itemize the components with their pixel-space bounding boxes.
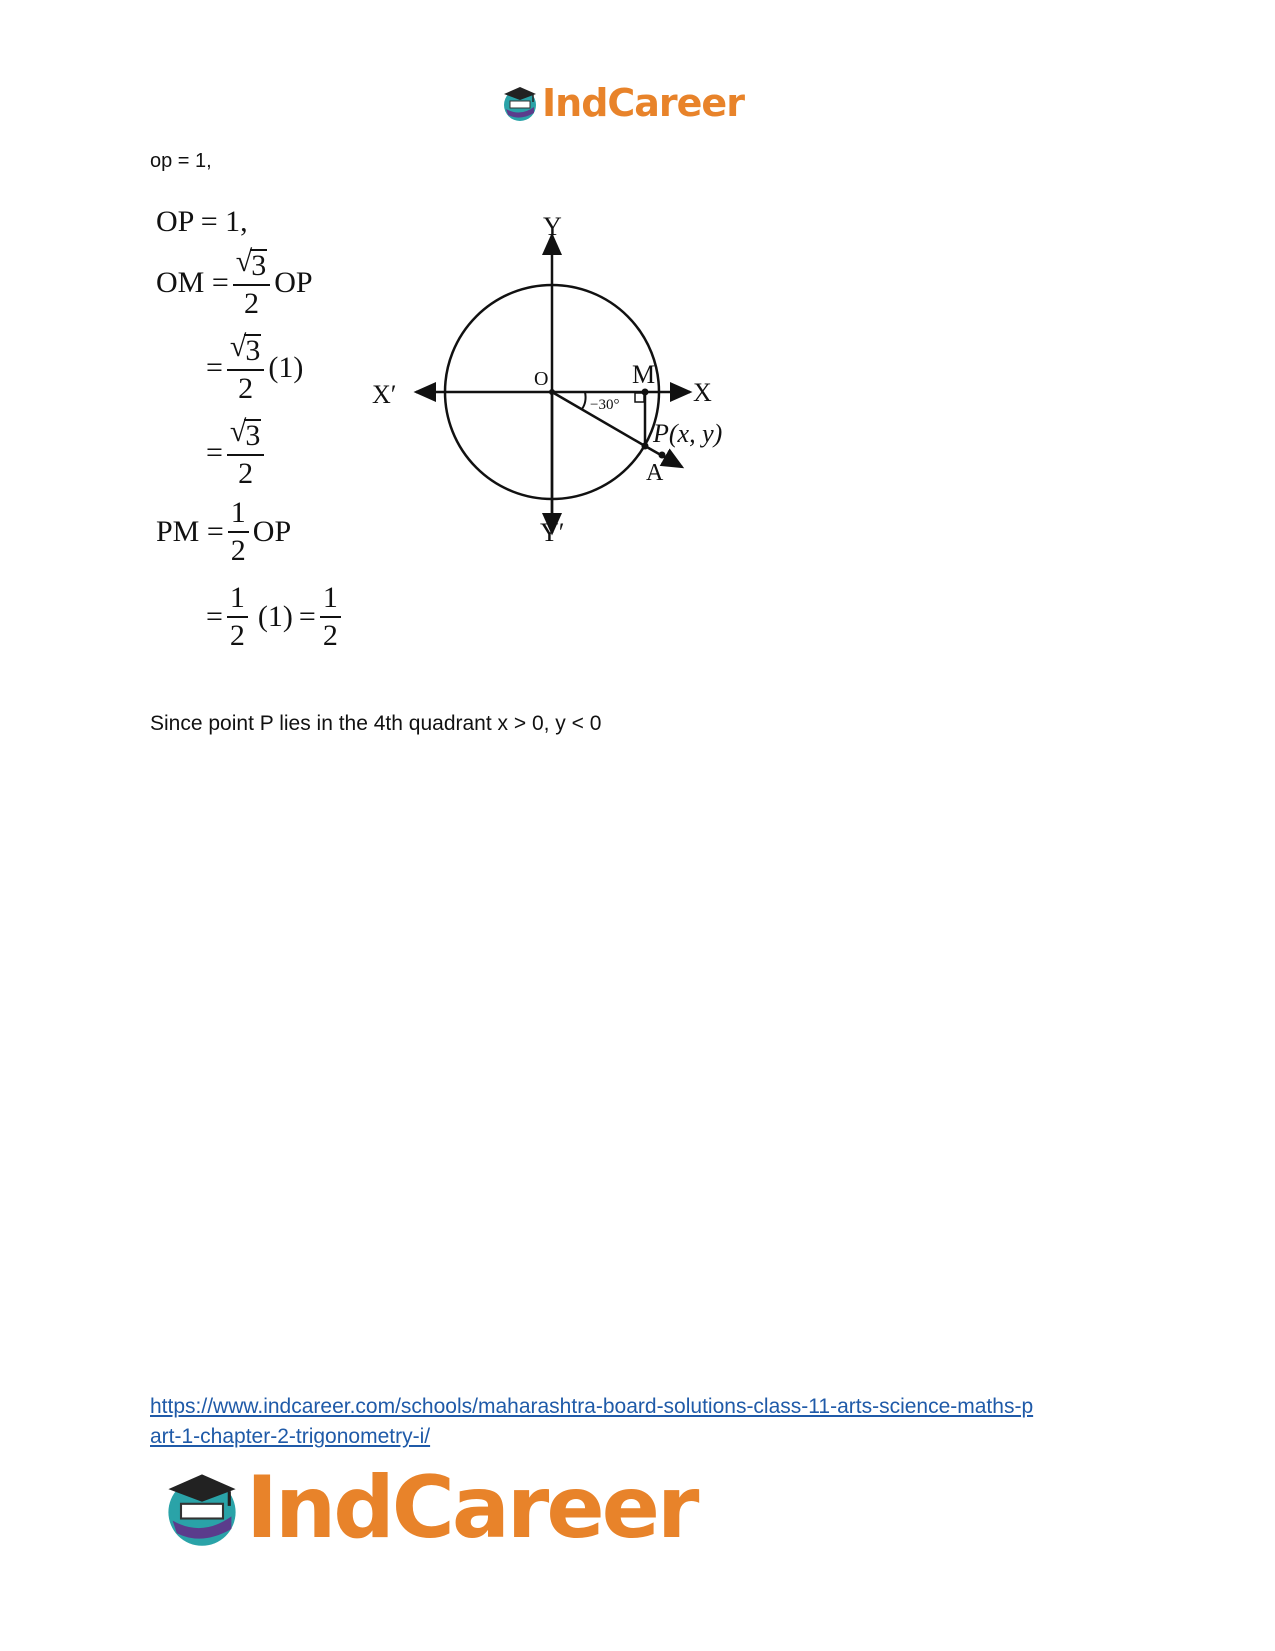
math-row-pm <box>156 498 291 566</box>
source-link[interactable] <box>150 1392 1130 1452</box>
numerator: 1 <box>228 498 249 533</box>
fraction-1-over-2 <box>227 583 248 651</box>
label-angle: −30° <box>590 397 620 413</box>
text-quadrant-note: Since point P lies in the 4th quadrant x > 0, y < 0 <box>150 712 602 735</box>
graduation-globe-icon <box>500 83 540 123</box>
math-row-om <box>156 247 313 319</box>
denominator: 2 <box>229 619 245 652</box>
angle-arc <box>582 392 586 409</box>
denominator: 2 <box>244 287 259 320</box>
point-p <box>642 443 649 450</box>
radicand: 3 <box>251 249 267 282</box>
denominator: 2 <box>230 534 246 567</box>
logo-wordmark: IndCareer <box>246 1458 697 1558</box>
logo-wordmark: IndCareer <box>542 81 744 125</box>
math-om-lhs: OM = <box>156 266 229 299</box>
math-row-om-step3 <box>206 417 268 489</box>
math-row-pm-step2 <box>206 583 345 651</box>
label-y: Y <box>543 212 562 241</box>
label-o: O <box>534 368 549 390</box>
label-a: A <box>646 460 664 486</box>
point-m <box>642 389 649 396</box>
text-op-equals-one: op = 1, <box>150 150 212 172</box>
equals-sign: = <box>206 600 223 633</box>
label-x-prime: X′ <box>372 380 397 409</box>
denominator: 2 <box>322 619 338 652</box>
source-link-line-2[interactable]: art-1-chapter-2-trigonometry-i/ <box>150 1425 431 1448</box>
source-link-line-1[interactable]: https://www.indcareer.com/schools/maharashtra-board-solutions-class-11-arts-science-maths-p <box>150 1395 1034 1418</box>
header-logo <box>500 78 744 128</box>
label-m: M <box>632 360 656 389</box>
radicand: 3 <box>245 419 261 452</box>
math-row-op <box>156 205 248 239</box>
label-y-prime: Y′ <box>540 518 565 547</box>
paren-one: (1) <box>257 600 293 633</box>
footer-logo <box>160 1458 696 1558</box>
paren-one: (1) <box>268 351 304 384</box>
equals-sign: = <box>206 351 223 384</box>
unit-circle-diagram <box>372 205 740 550</box>
fraction-1-over-2 <box>320 583 341 651</box>
numerator: 1 <box>227 583 248 618</box>
math-op-symbol: OP <box>274 266 313 299</box>
fraction-sqrt3-over-2: √ 3 2 <box>233 247 270 319</box>
math-op-eq: OP = 1, <box>156 205 248 238</box>
radicand: 3 <box>245 334 261 367</box>
label-p: P(x, y) <box>653 419 723 448</box>
equals-sign: = <box>206 436 223 469</box>
numerator: 1 <box>320 583 341 618</box>
fraction-sqrt3-over-2: √ 3 2 <box>227 332 264 404</box>
denominator: 2 <box>238 457 254 490</box>
math-op-symbol: OP <box>252 515 292 548</box>
math-derivation <box>156 205 396 675</box>
math-pm-lhs: PM = <box>156 515 224 548</box>
denominator: 2 <box>238 372 254 405</box>
math-row-om-step2 <box>206 332 303 404</box>
equals-sign: = <box>298 600 316 633</box>
fraction-sqrt3-over-2: √ 3 2 <box>227 417 264 489</box>
point-a <box>659 452 666 459</box>
label-x: X <box>693 378 712 407</box>
fraction-1-over-2 <box>228 498 249 566</box>
point-o <box>549 389 555 395</box>
graduation-globe-icon <box>160 1466 244 1550</box>
